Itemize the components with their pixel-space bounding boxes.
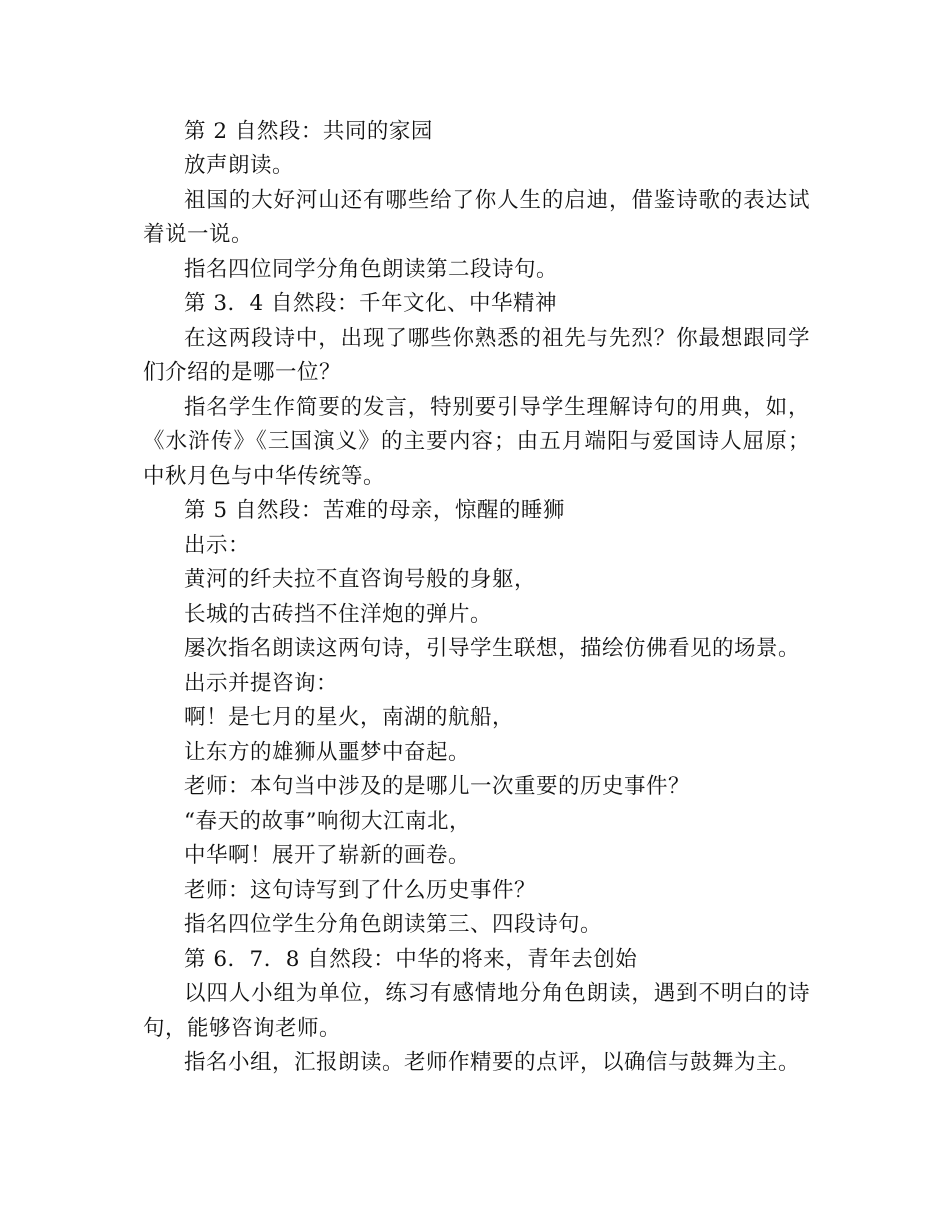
- text-line: 着说一说。: [143, 222, 254, 247]
- poem-line: 啊！是七月的星火，南湖的航船，: [184, 705, 515, 730]
- poem-line: 让东方的雄狮从噩梦中奋起。: [184, 740, 471, 765]
- text-line: 出示并提咨询：: [184, 671, 339, 696]
- text-line: 在这两段诗中，出现了哪些你熟悉的祖先与先烈？你最想跟同学: [184, 326, 810, 351]
- text-line: 指名四位同学分角色朗读第二段诗句。: [184, 257, 559, 282]
- poem-line: 黄河的纤夫拉不直咨询号般的身躯，: [184, 567, 537, 592]
- poem-line: “春天的故事”响彻大江南北，: [184, 809, 471, 834]
- text-line: 中秋月色与中华传统等。: [143, 464, 386, 489]
- text-line: 《水浒传》《三国演义》的主要内容；由五月端阳与爱国诗人屈原；: [143, 429, 810, 454]
- text-line: 句，能够咨询老师。: [143, 1016, 342, 1041]
- poem-line: 中华啊！展开了崭新的画卷。: [184, 843, 471, 868]
- poem-line: 长城的古砖挡不住洋炮的弹片。: [184, 602, 493, 627]
- paragraph-heading: 第 6．7．8 自然段：中华的将来，青年去创始: [184, 947, 638, 972]
- paragraph-heading: 第 5 自然段：苦难的母亲，惊醒的睡狮: [184, 498, 565, 523]
- paragraph-heading: 第 2 自然段：共同的家园: [184, 119, 433, 144]
- paragraph-heading: 第 3．4 自然段：千年文化、中华精神: [184, 291, 558, 316]
- text-line: 老师：本句当中涉及的是哪儿一次重要的历史事件？: [184, 774, 691, 799]
- text-line: 屡次指名朗读这两句诗，引导学生联想，描绘仿佛看见的场景。: [184, 636, 801, 661]
- text-line: 指名四位学生分角色朗读第三、四段诗句。: [184, 912, 603, 937]
- text-line: 指名学生作简要的发言，特别要引导学生理解诗句的用典，如，: [184, 395, 810, 420]
- text-line: 们介绍的是哪一位？: [143, 360, 342, 385]
- text-line: 出示：: [184, 533, 251, 558]
- text-line: 祖国的大好河山还有哪些给了你人生的启迪，借鉴诗歌的表达试: [184, 188, 810, 213]
- text-line: 指名小组，汇报朗读。老师作精要的点评，以确信与鼓舞为主。: [184, 1050, 801, 1075]
- text-line: 放声朗读。: [184, 153, 295, 178]
- text-line: 以四人小组为单位，练习有感情地分角色朗读，遇到不明白的诗: [184, 981, 810, 1006]
- text-line: 老师：这句诗写到了什么历史事件？: [184, 878, 537, 903]
